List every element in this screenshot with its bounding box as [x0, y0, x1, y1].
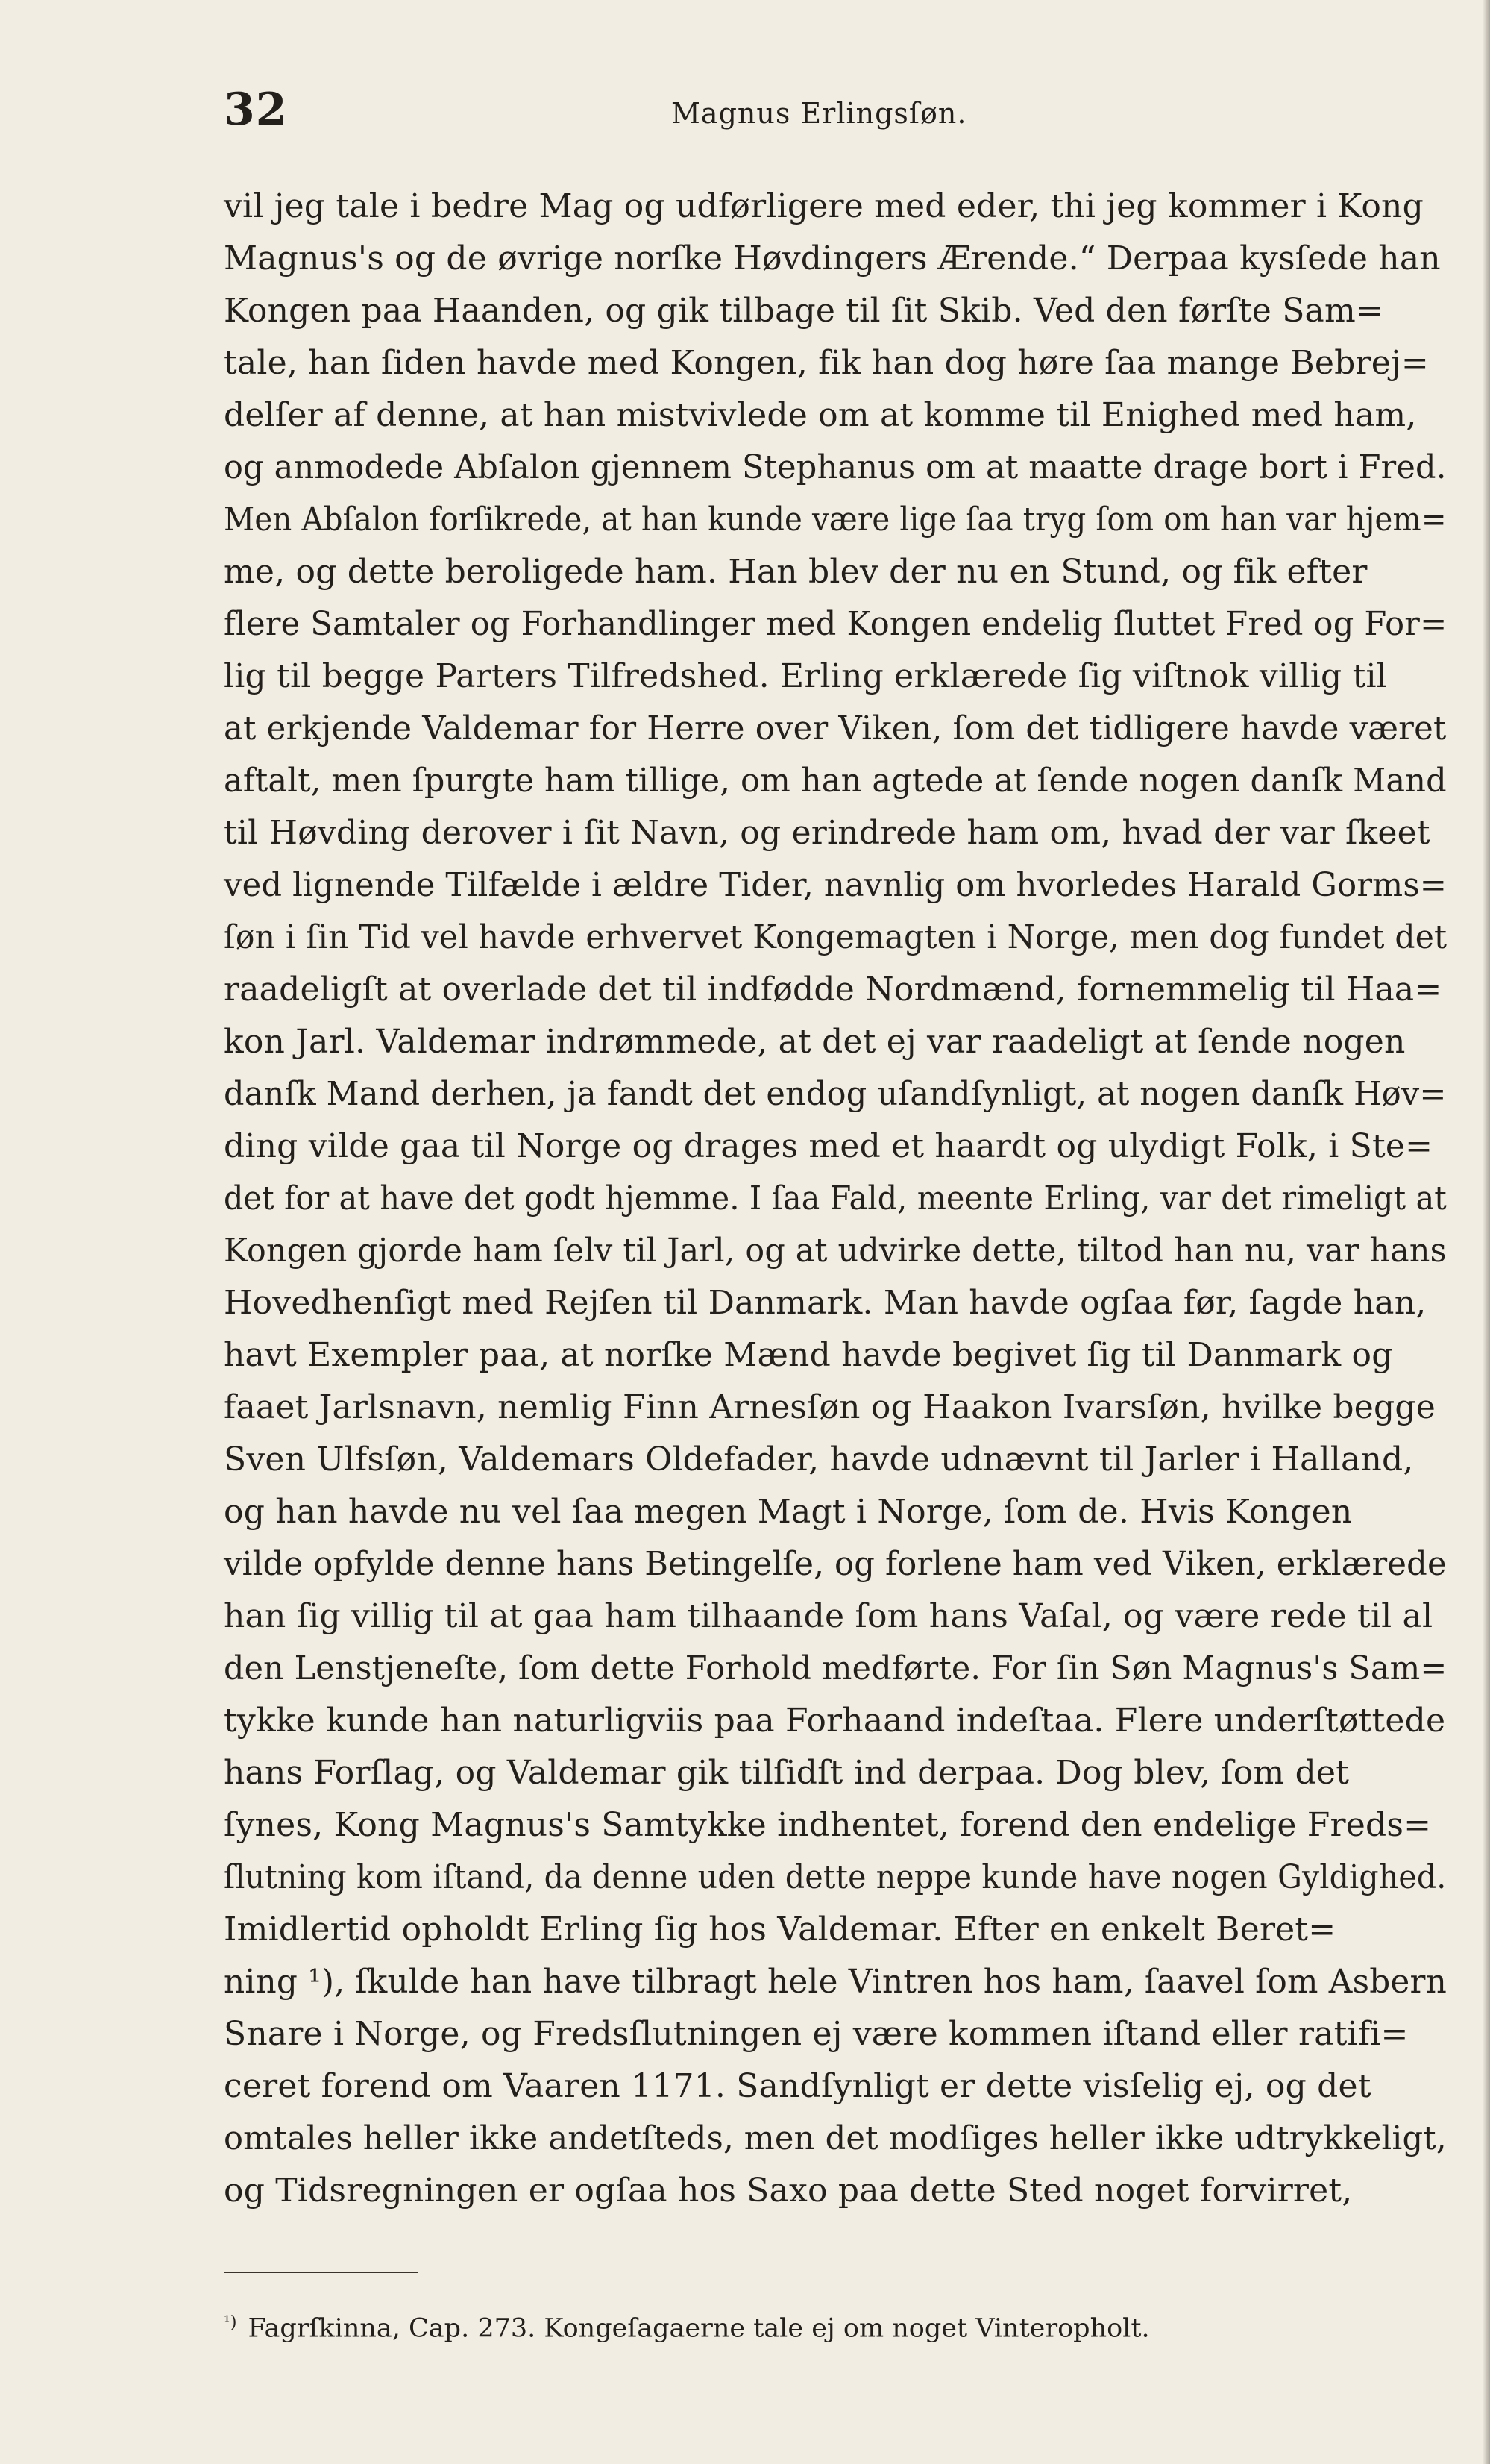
text-line: ning ¹), ſkulde han have tilbragt hele Vintren hos ham, ſaavel ſom Asbern [224, 1963, 1447, 2001]
page-number: 32 [224, 84, 288, 136]
text-line: Imidlertid opholdt Erling ſig hos Valdemar. Efter en enkelt Beret= [224, 1910, 1336, 1949]
text-line: ved lignende Tilfælde i ældre Tider, navnlig om hvorledes Harald Gorms= [224, 866, 1447, 904]
text-line: hans Forſlag, og Valdemar gik tilſidſt ind derpaa. Dog blev, ſom det [224, 1754, 1350, 1792]
text-line: omtales heller ikke andetſteds, men det modſiges heller ikke udtrykkeligt, [224, 2119, 1447, 2157]
text-line: Kongen gjorde ham ſelv til Jarl, og at udvirke dette, tiltod han nu, var hans [224, 1232, 1447, 1270]
text-line: me, og dette beroligede ham. Han blev der nu en Stund, og fik efter [224, 553, 1368, 591]
text-line: ſynes, Kong Magnus's Samtykke indhentet, forend den endelige Freds= [224, 1806, 1432, 1844]
text-line: vil jeg tale i bedre Mag og udførligere med eder, thi jeg kommer i Kong [224, 187, 1424, 225]
text-line: ſlutning kom iſtand, da denne uden dette neppe kunde have nogen Gyldighed. [224, 1858, 1447, 1896]
text-line: ding vilde gaa til Norge og drages med et haardt og ulydigt Folk, i Ste= [224, 1127, 1433, 1165]
text-line: tykke kunde han naturligviis paa Forhaand indeſtaa. Flere underſtøttede [224, 1702, 1446, 1740]
text-line: vilde opfylde denne hans Betingelſe, og forlene ham ved Viken, erklærede [224, 1545, 1447, 1583]
text-line: kon Jarl. Valdemar indrømmede, at det ej var raadeligt at ſende nogen [224, 1023, 1406, 1061]
text-line: flere Samtaler og Forhandlinger med Kongen endelig ſluttet Fred og For= [224, 605, 1447, 643]
text-line: at erkjende Valdemar for Herre over Viken, ſom det tidligere havde været [224, 709, 1447, 747]
text-line: lig til begge Parters Tilfredshed. Erling erklærede ſig viſtnok villig til [224, 657, 1388, 695]
text-line: Sven Ulfsſøn, Valdemars Oldefader, havde udnævnt til Jarler i Halland, [224, 1441, 1414, 1479]
text-line: danſk Mand derhen, ja fandt det endog uſandſynligt, at nogen danſk Høv= [224, 1075, 1447, 1113]
text-line: delſer af denne, at han mistvivlede om at komme til Enighed med ham, [224, 396, 1417, 434]
text-line: faaet Jarlsnavn, nemlig Finn Arnesſøn og Haakon Ivarsſøn, hvilke begge [224, 1388, 1436, 1426]
footnote-text: Fagrſkinna, Cap. 273. Kongeſagaerne tale ej om noget Vinteropholt. [248, 2313, 1150, 2344]
text-line: Men Abſalon forſikrede, at han kunde være lige ſaa tryg ſom om han var hjem= [224, 501, 1447, 539]
text-line: ſøn i ſin Tid vel havde erhvervet Kongemagten i Norge, men dog fundet det [224, 918, 1447, 956]
text-line: ceret forend om Vaaren 1171. Sandſynligt er dette visſelig ej, og det [224, 2067, 1371, 2105]
text-line: han ſig villig til at gaa ham tilhaande ſom hans Vaſal, og være rede til al [224, 1597, 1433, 1635]
text-line: havt Exempler paa, at norſke Mænd havde begivet ſig til Danmark og [224, 1336, 1393, 1374]
text-line: tale, han ſiden havde med Kongen, fik han dog høre ſaa mange Bebrej= [224, 344, 1429, 382]
running-head: Magnus Erlingsſøn. [671, 97, 967, 130]
text-line: og han havde nu vel ſaa megen Magt i Norge, ſom de. Hvis Kongen [224, 1493, 1353, 1531]
text-line: Magnus's og de øvrige norſke Høvdingers Ærende.“ Derpaa kysſede han [224, 239, 1441, 278]
page-edge-shadow [1483, 0, 1490, 2464]
footnote-divider [224, 2272, 418, 2273]
text-line: til Høvding derover i ſit Navn, og erindrede ham om, hvad der var ſkeet [224, 814, 1430, 852]
footnote-marker: ¹) [224, 2313, 237, 2332]
text-line: Hovedhenſigt med Rejſen til Danmark. Man havde ogſaa før, ſagde han, [224, 1284, 1427, 1322]
text-line: aftalt, men ſpurgte ham tillige, om han agtede at ſende nogen danſk Mand [224, 762, 1447, 800]
text-line: og Tidsregningen er ogſaa hos Saxo paa dette Sted noget forvirret, [224, 2172, 1353, 2210]
text-line: det for at have det godt hjemme. I ſaa Fald, meente Erling, var det rimeligt at [224, 1179, 1447, 1217]
footnote [224, 2307, 1150, 2345]
text-line: raadeligſt at overlade det til indfødde Nordmænd, fornemmelig til Haa= [224, 971, 1442, 1009]
text-line: Snare i Norge, og Fredsſlutningen ej være kommen iſtand eller ratifi= [224, 2015, 1409, 2053]
text-line: den Lenstjeneſte, ſom dette Forhold medførte. For ſin Søn Magnus's Sam= [224, 1649, 1447, 1687]
text-line: Kongen paa Haanden, og gik tilbage til ſit Skib. Ved den førſte Sam= [224, 292, 1383, 330]
text-line: og anmodede Abſalon gjennem Stephanus om at maatte drage bort i Fred. [224, 448, 1447, 486]
